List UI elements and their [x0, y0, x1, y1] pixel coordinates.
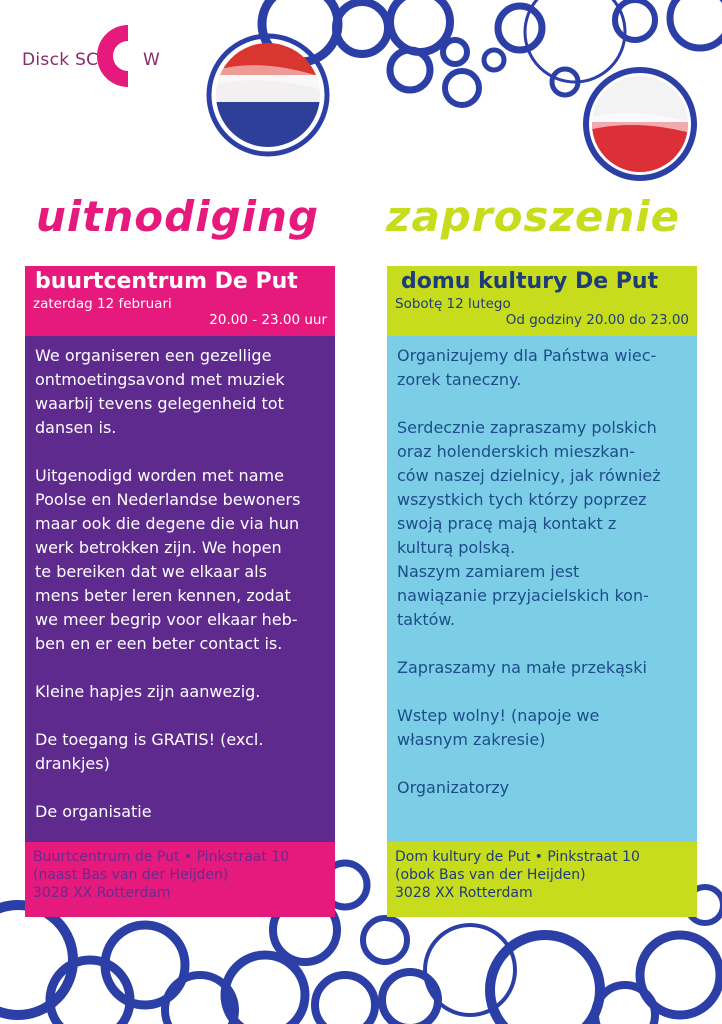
dutch-venue: buurtcentrum De Put — [35, 269, 298, 294]
dutch-paragraph: Uitgenodigd worden met name Poolse en Nederlandse bewoners maar ook die degene die via hun werk betrokken zijn. We hopen te bereiken dat we elkaar als mens beter leren kennen, zodat we meer begrip voor elkaar heb- ben en er een beter contact is. — [35, 466, 301, 653]
polish-header-box — [387, 266, 697, 336]
dutch-time: 20.00 - 23.00 uur — [209, 312, 327, 328]
logo-ampersand: & — [128, 50, 142, 70]
dutch-paragraph: We organiseren een gezellige ontmoetingsavond met muziek waarbij tevens gelegenheid tot dansen is. — [35, 346, 285, 437]
polish-body — [387, 336, 697, 842]
dutch-paragraph: Kleine hapjes zijn aanwezig. — [35, 682, 261, 701]
polish-signature: Organizatorzy — [397, 778, 510, 797]
dutch-signature: De organisatie — [35, 802, 152, 821]
polish-paragraph: Wstep wolny! (napoje we własnym zakresie) — [397, 706, 600, 749]
polish-footer-address: Dom kultury de Put • Pinkstraat 10 (obok Bas van der Heijden) 3028 XX Rotterdam — [387, 842, 697, 917]
dutch-header-box — [25, 266, 335, 336]
dutch-paragraph: De toegang is GRATIS! (excl. drankjes) — [35, 730, 264, 773]
dutch-date: zaterdag 12 februari — [33, 296, 172, 312]
heading-dutch: uitnodiging — [36, 192, 320, 241]
heading-polish: zaproszenie — [386, 192, 681, 241]
dutch-body — [25, 336, 335, 842]
organization-logo — [22, 30, 172, 90]
polish-paragraph: Organizujemy dla Państwa wiec- zorek taneczny. — [397, 346, 657, 389]
dutch-footer-address: Buurtcentrum de Put • Pinkstraat 10 (naast Bas van der Heijden) 3028 XX Rotterdam — [25, 842, 335, 917]
polish-venue: domu kultury De Put — [401, 269, 659, 294]
polish-paragraph: Serdecznie zapraszamy polskich oraz holenderskich mieszkan- ców naszej dzielnicy, jak również wszystkich tych którzy poprzez swoją pracę mają kontakt z kulturą polską. Naszym zamiarem jest nawiązanie przyjacielskich kon- taktów. — [397, 418, 661, 629]
dutch-column — [25, 266, 335, 917]
polish-date: Sobotę 12 lutego — [395, 296, 511, 312]
polish-paragraph: Zapraszamy na małe przekąski — [397, 658, 647, 677]
logo-text: Disck SC — [22, 50, 99, 70]
logo-w: W — [143, 50, 160, 70]
polish-time: Od godziny 20.00 do 23.00 — [505, 312, 689, 328]
polish-column — [387, 266, 697, 917]
